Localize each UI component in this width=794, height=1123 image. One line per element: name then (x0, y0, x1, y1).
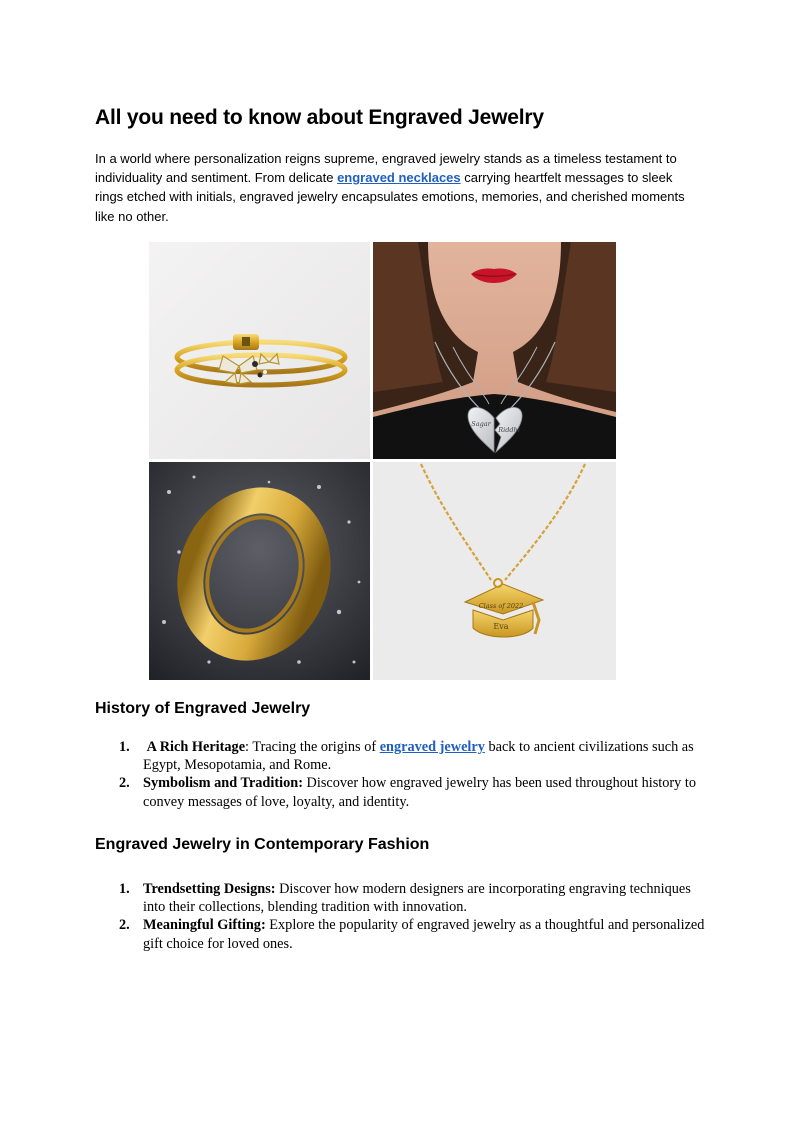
list-number: 1. (119, 739, 130, 755)
list-term: Trendsetting Designs: (143, 881, 276, 897)
list-term: A Rich Heritage (146, 739, 246, 755)
list-number: 1. (119, 881, 130, 897)
intro-text-start: In a world where personalization reigns supreme, engraved jewelry stands as a timeless testament to individuality and sentiment. From delicate (95, 151, 677, 186)
list-text: Explore the popularity of engraved jewelry as a thoughtful and personalized gift choice for loved ones. (143, 917, 705, 952)
history-list (95, 738, 705, 811)
list-text: : Tracing the origins of (245, 739, 380, 755)
list-number: 2. (119, 917, 130, 934)
list-item (95, 880, 705, 916)
list-item (95, 738, 705, 774)
engraved-necklaces-link[interactable]: engraved necklaces (337, 170, 461, 186)
contemporary-list (95, 880, 705, 953)
heart-right-engraving: Riddhi (498, 426, 520, 434)
gold-butterfly-bracelet-image (149, 242, 370, 459)
intro-paragraph (95, 149, 695, 226)
list-text: Discover how modern designers are incorporating engraving techniques into their collections, blending tradition with innovation. (143, 881, 691, 916)
list-text: Discover how engraved jewelry has been used throughout history to convey messages of love, loyalty, and identity. (143, 775, 697, 810)
list-term: Symbolism and Tradition: (143, 775, 303, 792)
gold-ring-image (149, 462, 370, 680)
heart-necklace-model-image (373, 242, 616, 459)
page-title: All you need to know about Engraved Jewelry (95, 106, 544, 129)
list-text: back to ancient civilizations such as Egypt, Mesopotamia, and Rome. (143, 739, 694, 774)
heart-left-engraving: Sagar (471, 420, 491, 428)
list-number: 2. (119, 775, 130, 792)
engraved-jewelry-link[interactable]: engraved jewelry (379, 739, 485, 755)
contemporary-heading: Engraved Jewelry in Contemporary Fashion (95, 836, 430, 853)
graduation-cap-necklace-image (373, 462, 616, 680)
intro-text-end: carrying heartfelt messages to sleek rings etched with initials, engraved jewelry encapsulates emotions, memories, and cherished moments like no other. (95, 170, 685, 224)
history-heading: History of Engraved Jewelry (95, 700, 311, 717)
list-term: Meaningful Gifting: (143, 917, 266, 934)
list-item (95, 774, 705, 810)
list-item (95, 916, 705, 952)
cap-engraving-line2: Eva (493, 622, 509, 631)
cap-engraving-line1: Class of 2022 (478, 602, 524, 610)
